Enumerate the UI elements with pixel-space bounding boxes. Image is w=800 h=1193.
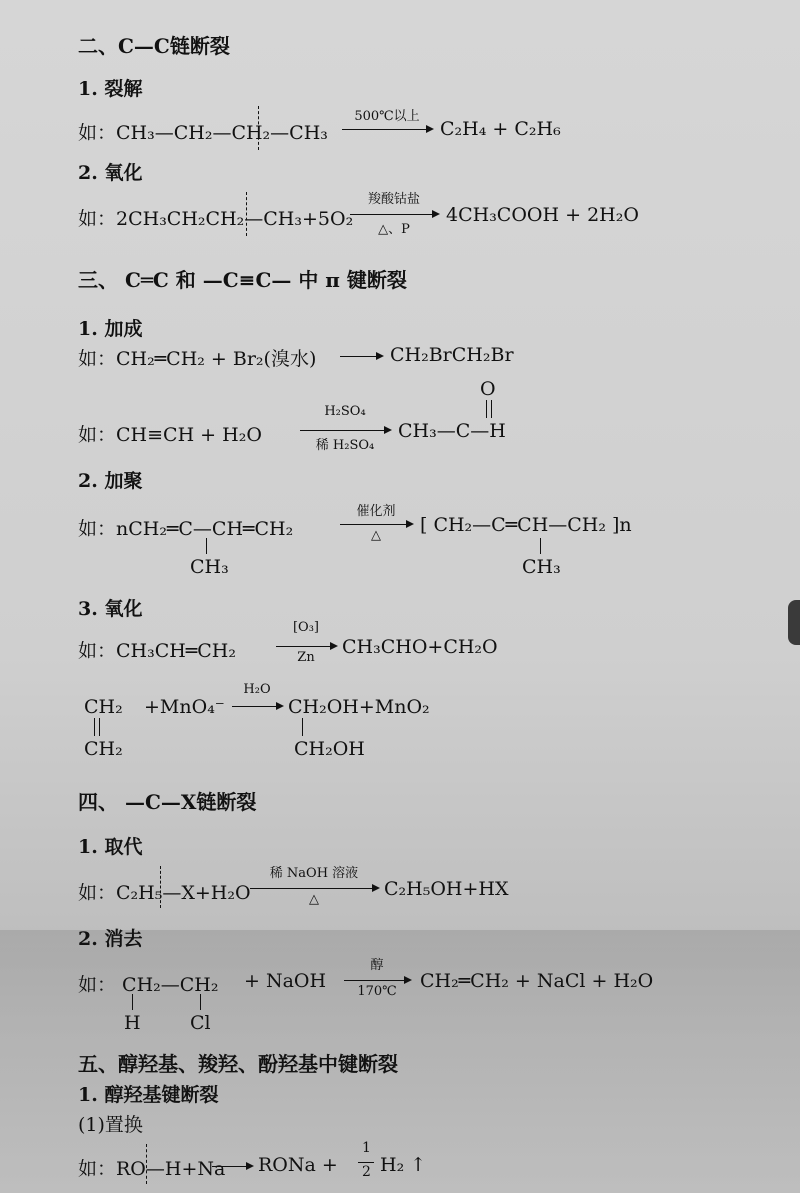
s3-3-eq1-left: 如：CH₃CH═CH₂: [78, 640, 236, 662]
s4-1-eq-left: 如：C₂H₅—X+H₂O: [78, 882, 251, 904]
section-5-title: 五、醇羟基、羧羟、酚羟基中键断裂: [78, 1052, 398, 1076]
s2-1-eq-left: 如：CH₃—CH₂—CH₂—CH₃: [78, 122, 328, 144]
s2-2-eq-left: 如：2CH₃CH₂CH₂—CH₃+5O₂: [78, 208, 354, 230]
reaction-arrow: [350, 214, 438, 215]
reaction-arrow: [232, 706, 282, 707]
s4-2-eq-left: 如： CH₂—CH₂: [78, 974, 219, 996]
bond-break-mark: [160, 866, 161, 908]
s2-2-label: 2. 氧化: [78, 162, 143, 184]
s4-2-cond-top: 醇: [370, 958, 384, 973]
s3-1-eq2-right: CH₃—C—H: [398, 420, 506, 442]
s3-1-eq2-cond-bottom: 稀 H₂SO₄: [315, 438, 375, 453]
s3-1-label: 1. 加成: [78, 318, 143, 340]
double-bond-mark: [99, 718, 100, 736]
s4-2-eq-right: CH₂═CH₂ + NaCl + H₂O: [420, 970, 654, 992]
single-bond-mark: [302, 718, 303, 736]
s3-1-eq1: 如：CH₂═CH₂ + Br₂(溴水): [78, 348, 317, 370]
section-3-title: 三、 C═C 和 —C≡C— 中 π 键断裂: [78, 268, 407, 292]
reaction-arrow: [300, 430, 390, 431]
fraction-denominator: 2: [362, 1164, 371, 1180]
s3-3-eq2-bottom: CH₂: [84, 738, 123, 760]
s3-2-label: 2. 加聚: [78, 470, 143, 492]
s5-1-1-label: (1)置换: [78, 1114, 143, 1136]
reaction-arrow: [342, 129, 432, 130]
branch-bond: [206, 538, 207, 554]
s3-3-eq1-right: CH₃CHO+CH₂O: [342, 636, 498, 658]
s3-2-eq-left: 如：nCH₂═C—CH═CH₂: [78, 518, 294, 540]
s3-3-eq2-right-top: CH₂OH+MnO₂: [288, 696, 430, 718]
s4-1-label: 1. 取代: [78, 836, 143, 858]
s3-3-eq1-cond-top: [O₃]: [292, 620, 319, 635]
section-4-title: 四、 —C—X链断裂: [78, 790, 257, 814]
s4-2-cl: Cl: [190, 1012, 211, 1034]
bond-break-mark: [246, 192, 247, 236]
s3-2-cond-top: 催化剂: [356, 504, 396, 519]
s3-3-eq2-right-bottom: CH₂OH: [294, 738, 365, 760]
double-bond-mark: [94, 718, 95, 736]
s2-2-cond-top: 羧酸钴盐: [367, 192, 420, 207]
s3-3-eq2-top: CH₂: [84, 696, 123, 718]
s3-3-eq1-cond-bottom: Zn: [297, 650, 315, 665]
reaction-arrow: [250, 888, 378, 889]
s4-1-eq-right: C₂H₅OH+HX: [384, 878, 509, 900]
s2-1-cond: 500℃以上: [354, 109, 420, 124]
s3-3-eq2-cond: H₂O: [243, 682, 271, 697]
s3-3-eq2-mid: +MnO₄⁻: [144, 696, 225, 718]
s3-1-eq2-cond-top: H₂SO₄: [324, 404, 366, 419]
s3-2-eq-right-sub: CH₃: [522, 556, 561, 578]
s4-2-h: H: [124, 1012, 141, 1034]
reaction-arrow: [276, 646, 336, 647]
s4-2-eq-mid: + NaOH: [244, 970, 327, 992]
bond-break-mark: [146, 1144, 147, 1184]
page-side-tab: [788, 600, 800, 645]
s3-1-eq2-left: 如：CH≡CH + H₂O: [78, 424, 262, 446]
reaction-arrow: [212, 1166, 252, 1167]
s4-2-label: 2. 消去: [78, 928, 143, 950]
s4-1-cond-bottom: △: [309, 892, 319, 907]
section-2-title: 二、C—C链断裂: [78, 34, 230, 58]
double-bond-mark: [486, 400, 487, 418]
s5-1-1-eq-tail: H₂ ↑: [380, 1154, 427, 1176]
single-bond-mark: [132, 994, 133, 1010]
s5-1-1-eq-right: RONa +: [258, 1154, 338, 1176]
carbonyl-oxygen: O: [480, 378, 496, 400]
reaction-arrow: [340, 524, 412, 525]
fraction-numerator: 1: [362, 1140, 371, 1156]
s3-2-eq-left-sub: CH₃: [190, 556, 229, 578]
single-bond-mark: [200, 994, 201, 1010]
s2-1-label: 1. 裂解: [78, 78, 143, 100]
s5-1-1-eq-left: 如：RO—H+Na: [78, 1158, 226, 1180]
s3-2-eq-right: [ CH₂—C═CH—CH₂ ]n: [420, 514, 632, 536]
double-bond-mark: [491, 400, 492, 418]
s3-3-label: 3. 氧化: [78, 598, 143, 620]
reaction-arrow: [340, 356, 382, 357]
s2-1-eq-right: C₂H₄ + C₂H₆: [440, 118, 561, 140]
s3-1-eq1-right: CH₂BrCH₂Br: [390, 344, 514, 366]
s2-2-eq-right: 4CH₃COOH + 2H₂O: [446, 204, 639, 226]
branch-bond: [540, 538, 541, 554]
s5-1-label: 1. 醇羟基键断裂: [78, 1084, 219, 1106]
bond-break-mark: [258, 106, 259, 150]
reaction-arrow: [344, 980, 410, 981]
s2-2-cond-bottom: △、P: [378, 222, 410, 237]
fraction-bar: [358, 1162, 374, 1163]
s4-2-cond-bottom: 170℃: [357, 984, 397, 999]
s4-1-cond-top: 稀 NaOH 溶液: [269, 866, 359, 881]
s3-2-cond-bottom: △: [371, 528, 381, 543]
